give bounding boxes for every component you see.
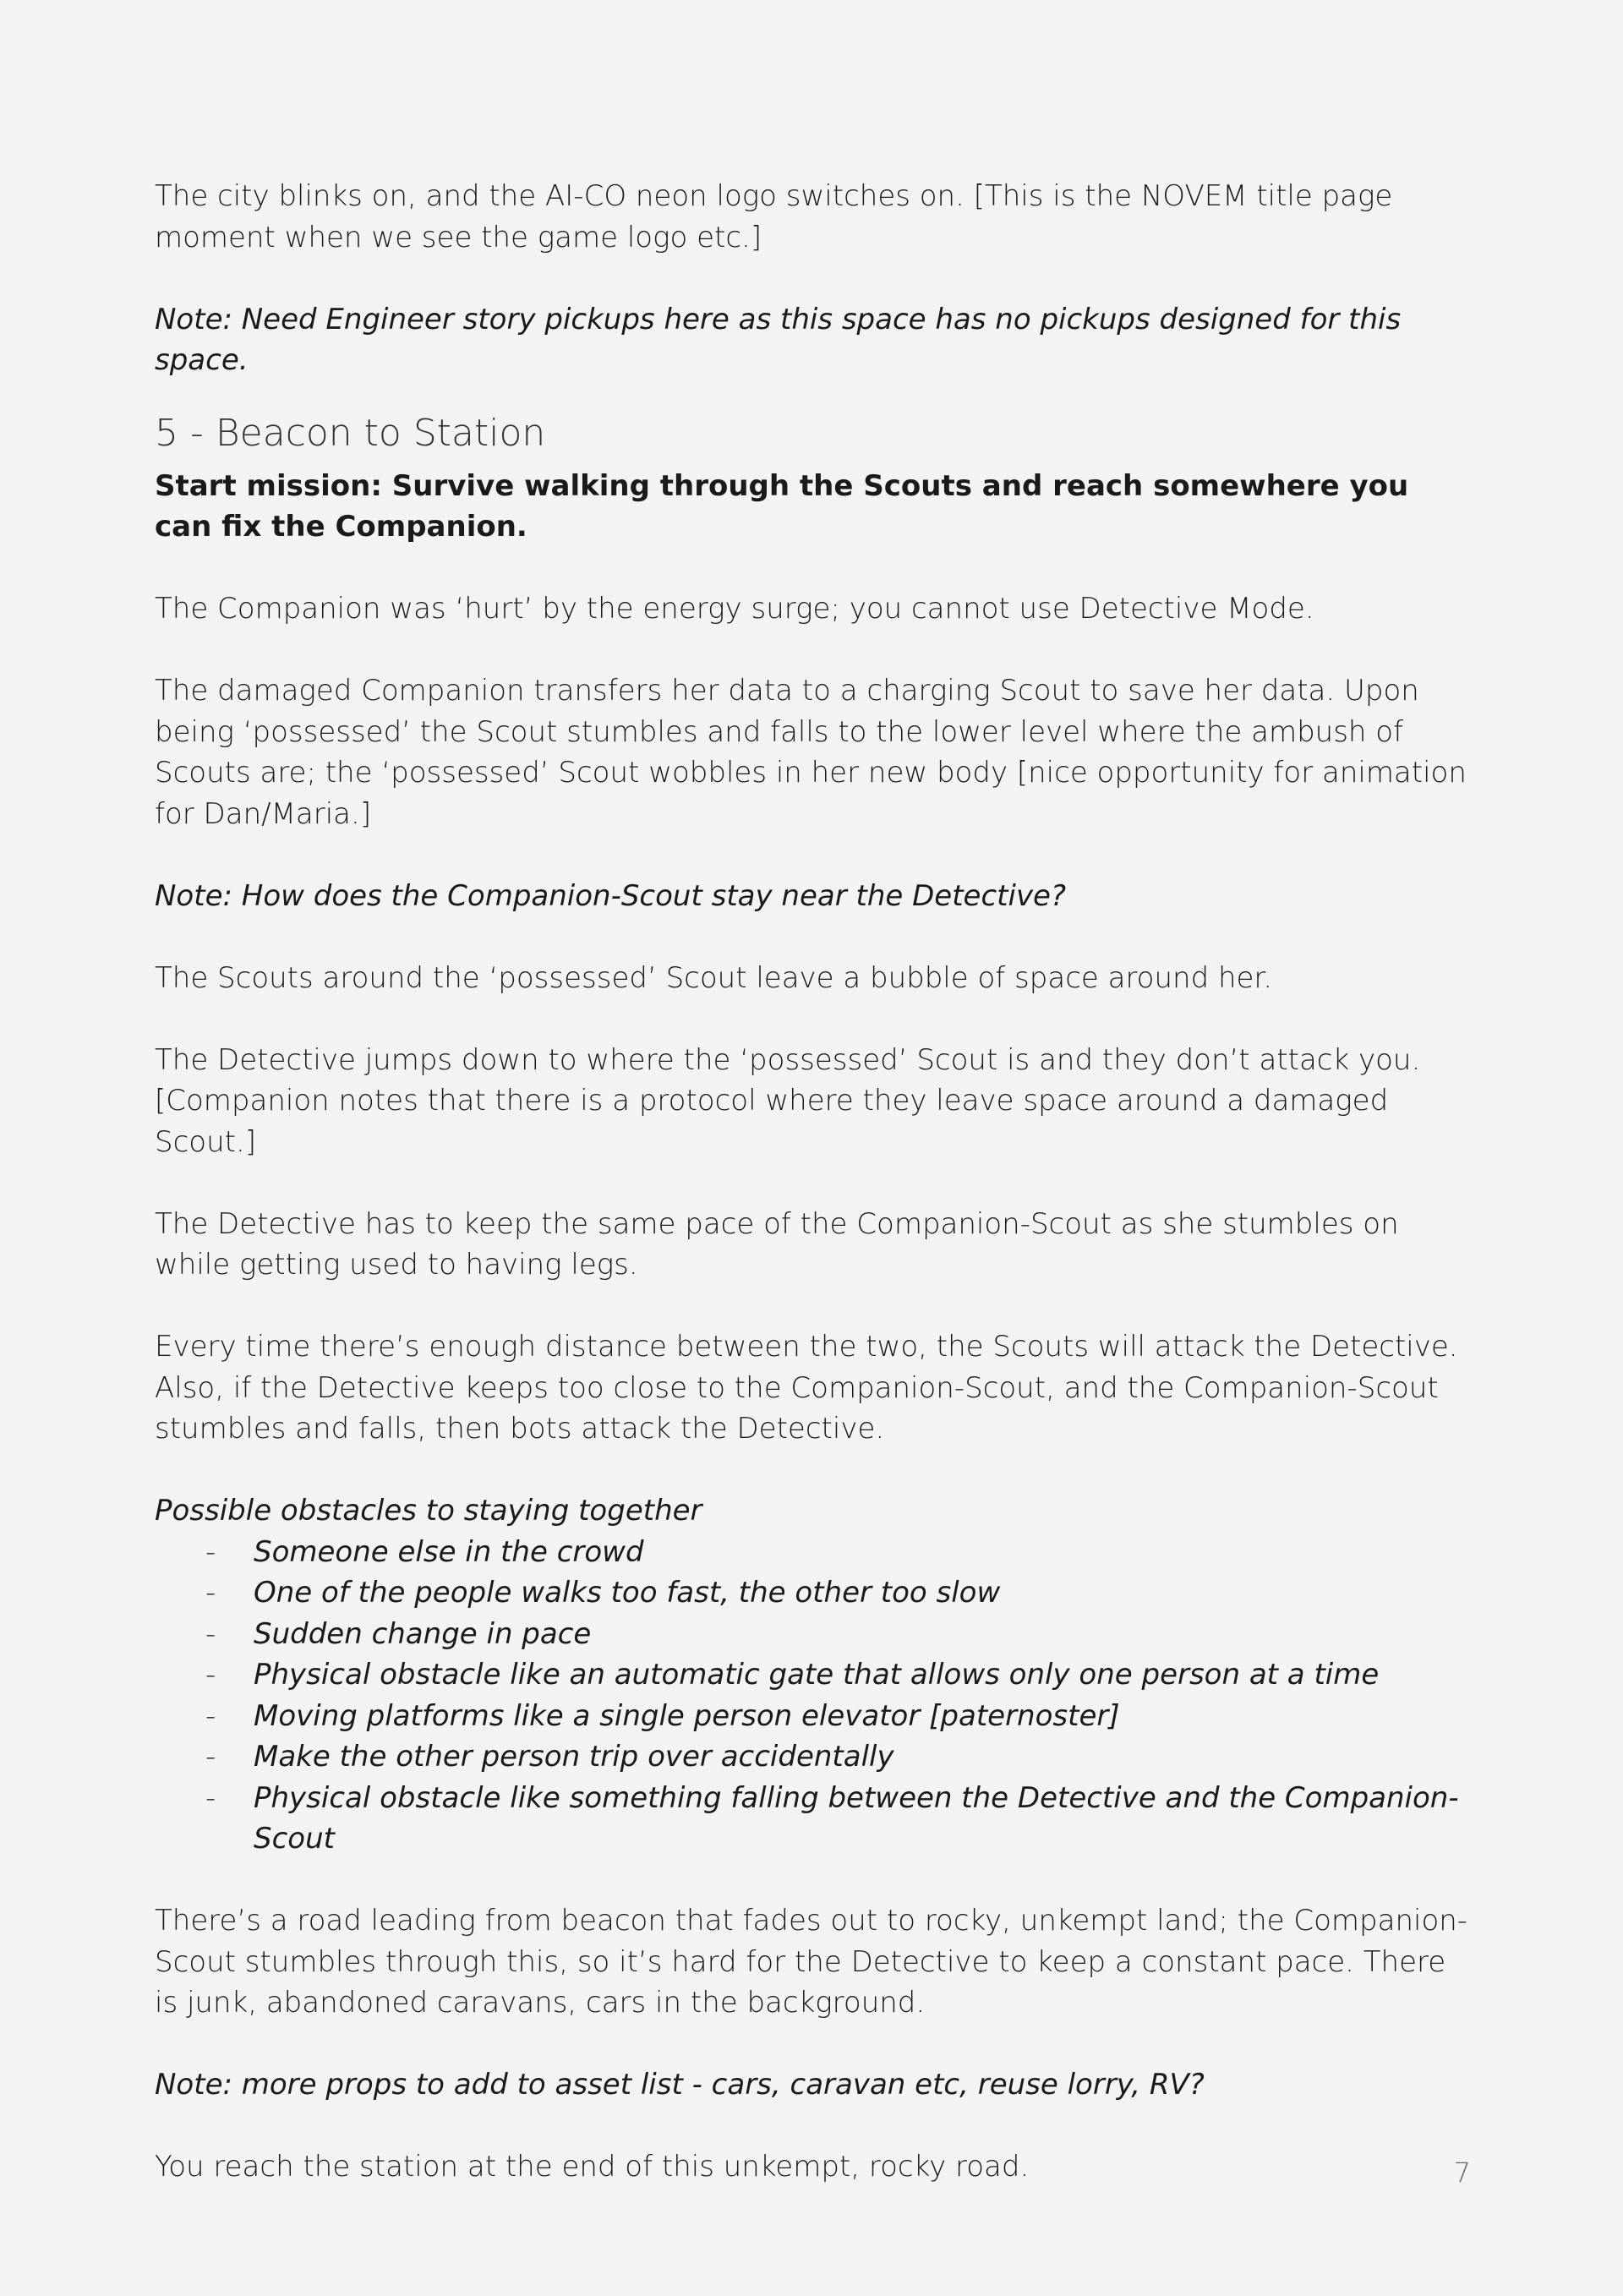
list-item: - Moving platforms like a single person elevator [paternoster]: [155, 1696, 1473, 1737]
list-dash: -: [205, 1576, 216, 1610]
list-dash: -: [205, 1616, 216, 1651]
keep-pace-paragraph: The Detective has to keep the same pace of the Companion-Scout as she stumbles on while getting used to having legs.: [155, 1206, 1399, 1282]
companion-scout-note: Note: How does the Companion-Scout stay near the Detective?: [155, 878, 1067, 913]
mission-statement: Start mission: Survive walking through the Scouts and reach somewhere you can fix the Companion.: [155, 468, 1409, 544]
list-item: - Sudden change in pace: [155, 1614, 1473, 1655]
engineer-pickups-note: Note: Need Engineer story pickups here as this space has no pickups designed for this space.: [155, 302, 1402, 377]
list-dash: -: [205, 1534, 216, 1569]
props-note: Note: more props to add to asset list - cars, caravan etc, reuse lorry, RV?: [155, 2068, 1205, 2102]
companion-hurt-paragraph: The Companion was ‘hurt’ by the energy surge; you cannot use Detective Mode.: [155, 592, 1314, 626]
obstacles-heading: Possible obstacles to staying together: [155, 1494, 702, 1528]
reach-station-paragraph: You reach the station at the end of this unkempt, rocky road.: [155, 2150, 1030, 2184]
distance-attack-paragraph: Every time there’s enough distance between the two, the Scouts will attack the Detective. Also, if the Detective keeps too close to the Companion-Scout, and the Companion-Scout stumbles and falls, then bots attack the Detective.: [155, 1330, 1458, 1446]
list-dash: -: [205, 1740, 216, 1774]
list-dash: -: [205, 1658, 216, 1692]
list-item: - One of the people walks too fast, the other too slow: [155, 1572, 1473, 1614]
list-item: - Physical obstacle like something falling between the Detective and the Companion-Scout: [155, 1778, 1473, 1860]
intro-paragraph: The city blinks on, and the AI-CO neon logo switches on. [This is the NOVEM title page moment when we see the game logo etc.]: [155, 179, 1393, 254]
document-page: [155, 176, 1473, 2188]
list-item: - Make the other person trip over accidentally: [155, 1736, 1473, 1778]
list-item: - Physical obstacle like an automatic gate that allows only one person at a time: [155, 1654, 1473, 1696]
section-heading: 5 - Beacon to Station: [155, 411, 546, 455]
bubble-paragraph: The Scouts around the ‘possessed’ Scout leave a bubble of space around her.: [155, 960, 1273, 995]
page-number: 7: [1453, 2157, 1471, 2189]
list-dash: -: [205, 1780, 216, 1815]
list-dash: -: [205, 1698, 216, 1733]
data-transfer-paragraph: The damaged Companion transfers her data to a charging Scout to save her data. Upon being ‘possessed’ the Scout stumbles and falls to the lower level where the ambush of Scouts are; the ‘possessed’ Scout wobbles in her new body [nice opportunity for animation for Dan/Maria.]: [155, 674, 1467, 831]
list-item: - Someone else in the crowd: [155, 1532, 1473, 1573]
road-paragraph: There’s a road leading from beacon that fades out to rocky, unkempt land; the Companion-Scout stumbles through this, so it’s hard for the Detective to keep a constant pace. There is junk, abandoned caravans, cars in the background.: [155, 1904, 1468, 2020]
obstacles-list: [155, 1532, 1473, 1860]
detective-jumps-paragraph: The Detective jumps down to where the ‘possessed’ Scout is and they don’t attack you. [Companion notes that there is a protocol where they leave space around a damaged Scout.]: [155, 1042, 1421, 1159]
